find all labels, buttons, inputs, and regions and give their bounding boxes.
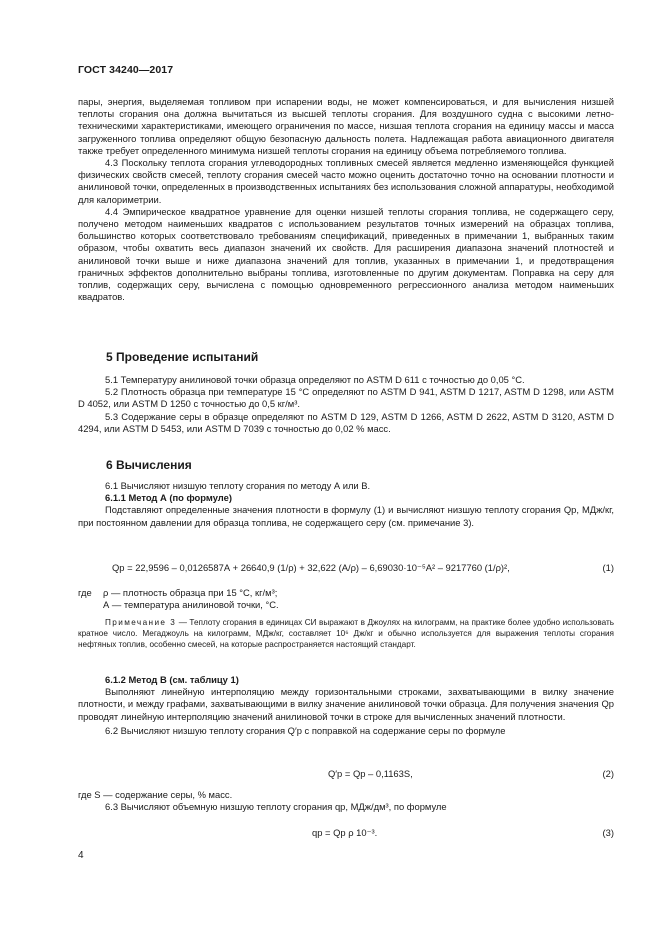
heading-6-1-2: 6.1.2 Метод В (см. таблицу 1) — [105, 674, 239, 685]
paragraph-4-4: 4.4 Эмпирическое квадратное уравнение для оценки низшей теплоты сгорания топлива, не содержащего серу, получено методом наименьших квадратов с использованием результатов точных измерений на образцах топлива, большинство которых соответствовало требованиям спецификаций, приведенных в примечании 1, выбранных таким образом, чтобы охватить весь диапазон значений их свойств. Для расширения диапазона значений плотностей и анилиновой точки выше и ниже диапазона значений для топлив, указанных в примечании 1, и предотвращения граничных эффектов дополнительно выбраны топлива, изготовленные по другим документам. Поправка на серу для топлив, содержащих серу, вычислена с помощью одновременного регрессионного анализа методом наименьших квадратов. — [78, 205, 614, 303]
paragraph-5-1: 5.1 Температуру анилиновой точки образца определяют по ASTM D 611 с точностью до 0,05 °С. — [105, 374, 525, 385]
paragraph-6-3: 6.3 Вычисляют объемную низшую теплоту сгорания qр, МДж/дм³, по формуле — [105, 801, 447, 813]
paragraph-6-1: 6.1 Вычисляют низшую теплоту сгорания по методу А или В. — [105, 480, 371, 491]
formula-3: qр = Qр ρ 10⁻³. — [312, 827, 378, 838]
equation-number-2: (2) — [602, 768, 614, 779]
paragraph-intro: пары, энергия, выделяемая топливом при испарении воды, не может компенсироваться, и для вычисления низшей теплоты сгорания она должна вычитаться из высшей теплоты сгорания. Для воздушного судна с высокими летно-техническими характеристиками, имеющего ограничения по массе, низшая теплота сгорания на единицу массы и масса загруженного топлива определяют общую безопасную дальность полета. Надлежащая работа авиационного двигателя также требует определенного минимума низшей теплоты сгорания на единицу объема потребляемого топлива. — [78, 96, 614, 156]
where-rho: ρ — плотность образца при 15 °С, кг/м³; — [103, 587, 278, 598]
note-label: Примечание 3 — [105, 618, 177, 627]
page-number: 4 — [78, 850, 84, 861]
text-block-section-5 — [78, 374, 614, 435]
formula-1: Qр = 22,9596 – 0,0126587А + 26640,9 (1/ρ) + 32,622 (А/ρ) – 6,69030·10⁻⁵А² – 9217760 (1/ρ)², — [112, 562, 510, 573]
standard-header: ГОСТ 34240—2017 — [78, 64, 174, 76]
text-block-section-6-3 — [78, 789, 614, 813]
paragraph-4-3: 4.3 Поскольку теплота сгорания углеводородных топливных смесей является медленно изменяющейся функцией физических свойств смесей, теплоту сгорания смесей часто можно оценить достаточно точно на основании плотности и анилиновой точки, определенных в производственных испытаниях без использования сложной аппаратуры, необходимой для калориметрии. — [78, 157, 614, 205]
note-3 — [78, 617, 614, 650]
text-block-section-6-1 — [78, 480, 614, 529]
where-block — [78, 587, 614, 611]
equation-number-3: (3) — [602, 827, 614, 838]
where-A: А — температура анилиновой точки, °С. — [103, 599, 279, 611]
where-label: где — [78, 587, 92, 598]
where-S: где S — содержание серы, % масс. — [78, 789, 233, 800]
heading-section-5: 5 Проведение испытаний — [106, 350, 259, 364]
paragraph-5-3: 5.3 Содержание серы в образце определяют по ASTM D 129, ASTM D 1266, ASTM D 2622, ASTM D 3120, ASTM D 4294, или ASTM D 5453, или ASTM D 7039 с точностью до 0,02 % масс. — [78, 410, 614, 434]
paragraph-6-2: 6.2 Вычисляют низшую теплоту сгорания Q′р с поправкой на содержание серы по формуле — [105, 724, 506, 736]
heading-section-6: 6 Вычисления — [106, 458, 192, 472]
note-text: — Теплоту сгорания в единицах СИ выражают в Джоулях на килограмм, на практике более удобно использовать кратное число. Мегаджоуль на килограмм, МДж/кг, составляет 10⁶ Дж/кг и обычно используется для выражения теплоты сгорания нефтяных топлив, особенно смесей, на которые распространяется настоящий стандарт. — [78, 618, 614, 649]
heading-6-1-1: 6.1.1 Метод А (по формуле) — [105, 492, 232, 504]
equation-number-1: (1) — [602, 562, 614, 573]
paragraph-6-1-2: Выполняют линейную интерполяцию между горизонтальными строками, захватывающими в вилку значение плотности, и между графами, захватывающими в вилку значение анилиновой точки образца. Для получения значения Qр проводят линейную интерполяцию значений анилиновой точки в строке для вычисленных значений плотности. — [78, 686, 614, 722]
paragraph-6-1-1: Подставляют определенные значения плотности в формулу (1) и вычисляют низшую теплоту сгорания Qр, МДж/кг, при постоянном давлении для образца топлива, не содержащего серу (см. примечание 3). — [78, 504, 614, 528]
text-block-section-4 — [78, 96, 614, 303]
paragraph-5-2: 5.2 Плотность образца при температуре 15 °С определяют по ASTM D 941, ASTM D 1217, ASTM D 1298, или ASTM D 4052, или ASTM D 1250 с точностью до 0,5 кг/м³. — [78, 386, 614, 410]
formula-2: Q′р = Qр – 0,1163S, — [328, 768, 413, 779]
text-block-section-6-1-2 — [78, 674, 614, 737]
